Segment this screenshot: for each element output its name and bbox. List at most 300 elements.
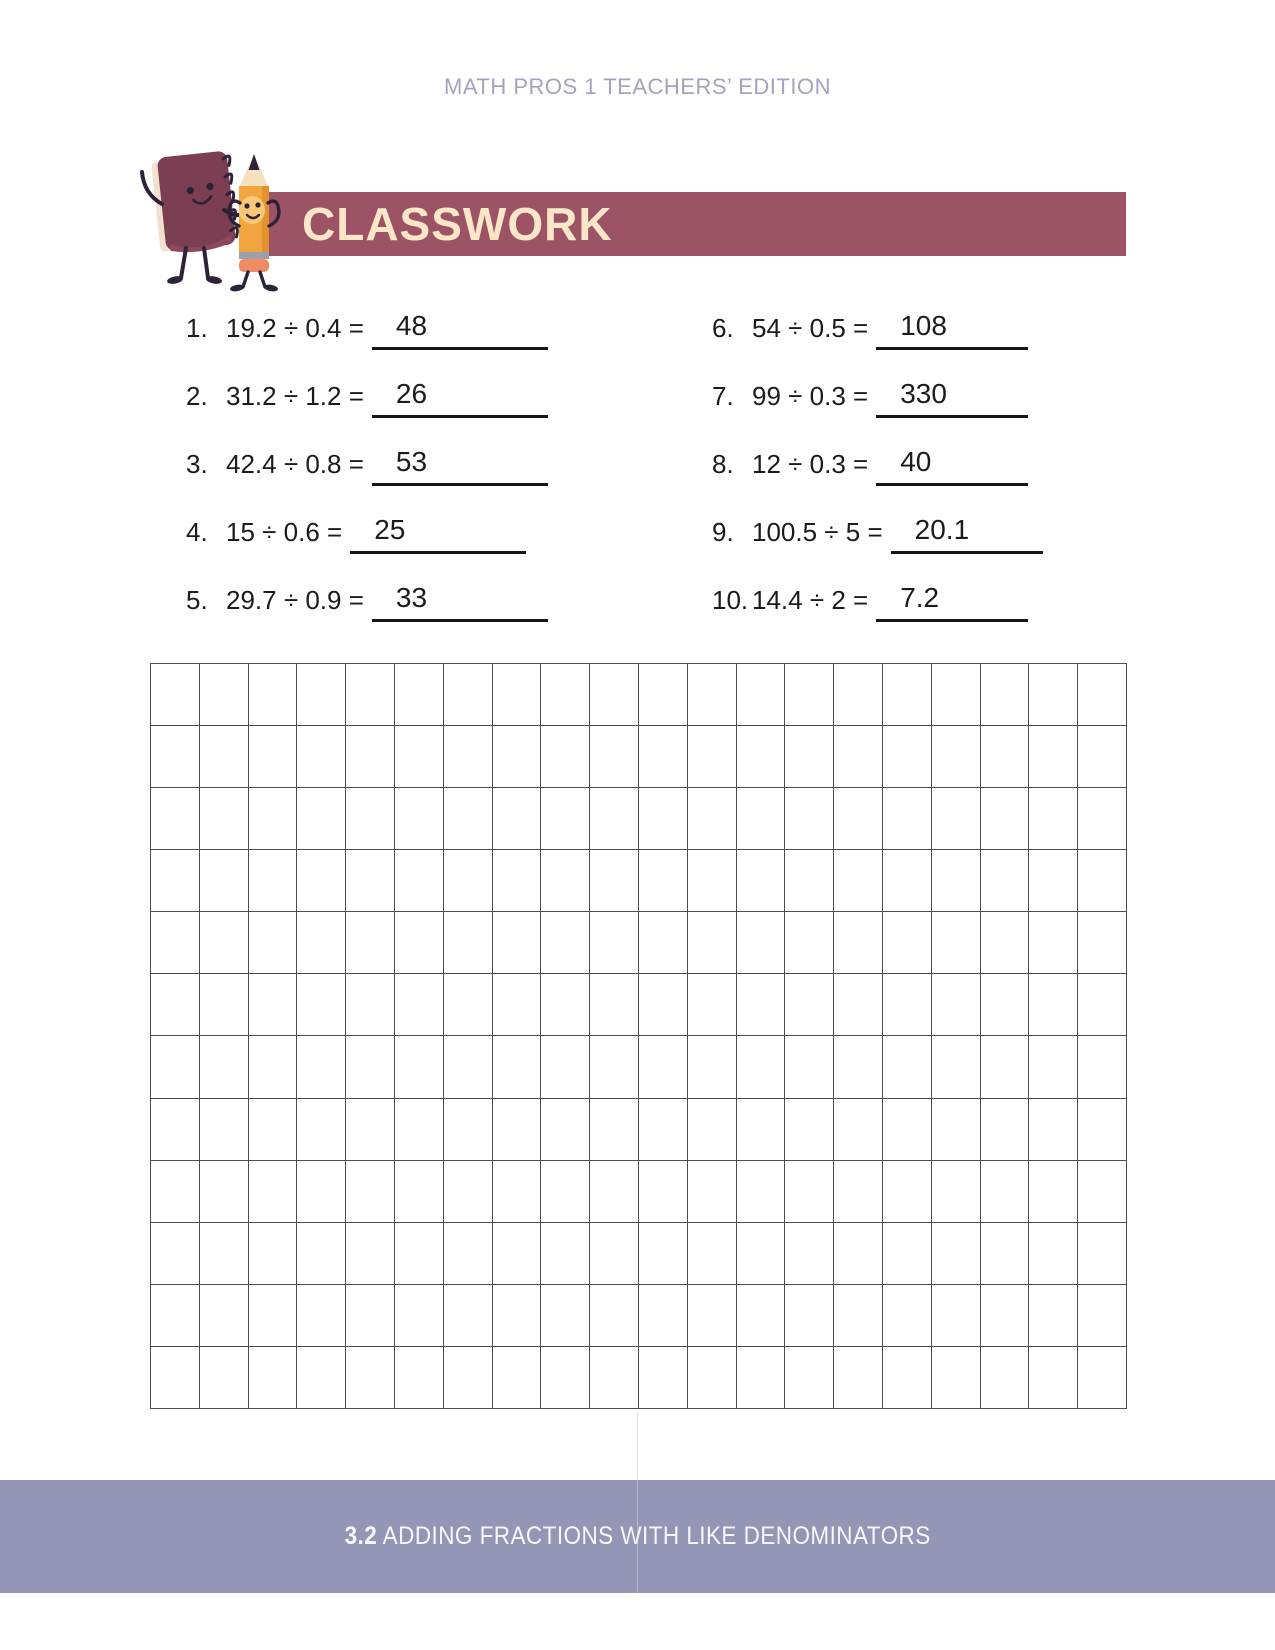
grid-cell [833,1160,882,1222]
grid-cell [784,663,833,725]
grid-cell [784,787,833,849]
grid-cell [345,1284,394,1346]
grid-cell [492,1035,541,1097]
grid-cell [443,1284,492,1346]
problem-row [186,554,656,622]
grid-cell [199,1035,248,1097]
grid-cell [736,725,785,787]
grid-cell [150,973,199,1035]
answer-value: 53 [395,446,428,477]
grid-cell [296,911,345,973]
grid-cell [1077,1098,1126,1160]
grid-cell [687,849,736,911]
grid-cell [931,1346,980,1408]
grid-cell [150,1284,199,1346]
grid-cell [540,1284,589,1346]
grid-cell [248,1346,297,1408]
grid-cell [248,973,297,1035]
grid-cell [1028,849,1077,911]
classwork-mascots-illustration [136,146,288,294]
problem-expression: 19.2 ÷ 0.4 = [226,313,364,343]
grid-cell [589,725,638,787]
grid-cell [931,1284,980,1346]
grid-cell [394,663,443,725]
grid-cell [540,1160,589,1222]
grid-cell [345,1222,394,1284]
grid-cell [150,849,199,911]
grid-cell [736,1098,785,1160]
grid-cell [1077,1035,1126,1097]
problem-row [712,282,1182,350]
grid-cell [150,911,199,973]
grid-cell [980,787,1029,849]
grid-cell [589,911,638,973]
grid-cell [150,787,199,849]
grid-cell [736,973,785,1035]
grid-cell [736,1284,785,1346]
problem-row [186,486,656,554]
grid-cell [492,973,541,1035]
page-header: MATH PROS 1 TEACHERS’ EDITION [444,74,831,99]
grid-cell [1028,1346,1077,1408]
grid-cell [980,849,1029,911]
grid-cell [589,973,638,1035]
answer-blank-line [372,443,548,486]
grid-cell [638,1346,687,1408]
problem-expression: 29.7 ÷ 0.9 = [226,585,364,615]
grid-cell [443,911,492,973]
grid-cell [784,1098,833,1160]
grid-cell [638,973,687,1035]
grid-cell [833,725,882,787]
footer-divider-tail [637,1412,638,1480]
grid-cell [394,1284,443,1346]
grid-cell [833,1098,882,1160]
grid-cell [687,787,736,849]
grid-cell [540,973,589,1035]
grid-cell [150,1098,199,1160]
grid-cell [248,725,297,787]
grid-cell [638,1035,687,1097]
grid-cell [638,725,687,787]
problem-expression: 42.4 ÷ 0.8 = [226,449,364,479]
grid-cell [882,787,931,849]
grid-cell [443,725,492,787]
grid-cell [540,1346,589,1408]
problem-number: 8. [712,449,734,479]
grid-cell [638,663,687,725]
grid-cell [980,663,1029,725]
problem-row [712,486,1182,554]
grid-cell [345,911,394,973]
grid-cell [248,787,297,849]
grid-cell [1028,911,1077,973]
grid-cell [589,1222,638,1284]
grid-cell [931,973,980,1035]
problem-row [712,418,1182,486]
grid-cell [736,1160,785,1222]
grid-cell [1077,725,1126,787]
grid-cell [1028,1098,1077,1160]
grid-cell [589,1098,638,1160]
grid-cell [1028,1160,1077,1222]
answer-value: 48 [395,310,428,341]
answer-blank-line [372,307,548,350]
grid-cell [931,1222,980,1284]
grid-cell [638,1160,687,1222]
problem-number: 6. [712,313,734,343]
problem-number: 2. [186,381,208,411]
grid-cell [833,1284,882,1346]
grid-cell [492,1346,541,1408]
problem-expression: 100.5 ÷ 5 = [752,517,883,547]
grid-cell [296,1284,345,1346]
problem-expression: 14.4 ÷ 2 = [752,585,869,615]
grid-cell [980,1160,1029,1222]
grid-cell [980,725,1029,787]
problem-expression: 99 ÷ 0.3 = [752,381,869,411]
grid-cell [931,1035,980,1097]
answer-value: 25 [374,514,406,545]
grid-cell [882,911,931,973]
grid-cell [638,1222,687,1284]
grid-cell [150,1222,199,1284]
classwork-banner [250,192,1126,256]
grid-cell [882,973,931,1035]
problem-row [712,350,1182,418]
grid-cell [784,1160,833,1222]
grid-cell [394,1035,443,1097]
grid-cell [784,725,833,787]
grid-cell [687,1284,736,1346]
answer-value: 108 [900,310,947,341]
grid-cell [492,1098,541,1160]
grid-cell [1077,1160,1126,1222]
grid-cell [833,663,882,725]
grid-cell [784,911,833,973]
grid-cell [540,1035,589,1097]
answer-blank-line [876,443,1028,486]
grid-cell [150,725,199,787]
grid-cell [1077,787,1126,849]
grid-cell [833,1222,882,1284]
book-character-icon [151,150,239,255]
grid-cell [296,725,345,787]
grid-cell [1077,849,1126,911]
grid-cell [687,911,736,973]
grid-cell [931,1160,980,1222]
grid-cell [931,849,980,911]
grid-cell [638,1098,687,1160]
grid-cell [199,787,248,849]
grid-cell [833,973,882,1035]
grid-cell [540,1098,589,1160]
grid-cell [589,849,638,911]
grid-cell [296,663,345,725]
grid-cell [443,849,492,911]
grid-cell [199,1346,248,1408]
grid-cell [394,787,443,849]
problems-column-right [712,282,1182,622]
grid-cell [540,911,589,973]
grid-cell [345,1346,394,1408]
grid-cell [882,849,931,911]
answer-blank-line [876,579,1028,622]
answer-blank-line [891,511,1043,554]
grid-cell [345,1098,394,1160]
grid-cell [736,911,785,973]
grid-cell [687,1098,736,1160]
grid-cell [638,1284,687,1346]
grid-cell [248,849,297,911]
grid-cell [394,725,443,787]
answer-blank-line [372,375,548,418]
grid-cell [980,1346,1029,1408]
grid-cell [736,1222,785,1284]
grid-cell [492,849,541,911]
grid-cell [980,911,1029,973]
problem-number: 7. [712,381,734,411]
graph-paper-grid [150,663,1127,1409]
pencil-character-icon [229,154,279,292]
grid-cell [687,1035,736,1097]
grid-cell [345,725,394,787]
footer-band [0,1480,1275,1593]
problem-expression: 54 ÷ 0.5 = [752,313,869,343]
grid-cell [833,1035,882,1097]
problems-column-left [186,282,656,622]
grid-cell [589,663,638,725]
problem-expression: 15 ÷ 0.6 = [226,517,343,547]
grid-cell [736,1346,785,1408]
grid-cell [1028,1222,1077,1284]
grid-cell [1077,1222,1126,1284]
grid-cell [589,1346,638,1408]
grid-cell [394,973,443,1035]
grid-cell [492,911,541,973]
grid-cell [687,1346,736,1408]
grid-cell [199,1160,248,1222]
grid-cell [1028,787,1077,849]
problem-expression: 31.2 ÷ 1.2 = [226,381,364,411]
grid-cell [443,787,492,849]
grid-cell [345,1160,394,1222]
grid-cell [394,1160,443,1222]
grid-cell [833,911,882,973]
answer-value: 26 [395,378,428,409]
grid-cell [492,1284,541,1346]
grid-cell [394,1222,443,1284]
grid-cell [199,1098,248,1160]
grid-cell [296,1222,345,1284]
grid-cell [394,911,443,973]
grid-cell [492,787,541,849]
grid-cell [540,849,589,911]
grid-cell [394,849,443,911]
grid-cell [980,973,1029,1035]
grid-cell [687,663,736,725]
grid-cell [296,787,345,849]
grid-cell [443,1346,492,1408]
grid-cell [931,725,980,787]
grid-cell [638,849,687,911]
grid-cell [443,663,492,725]
answer-blank-line [876,307,1028,350]
problem-row [712,554,1182,622]
grid-cell [784,1346,833,1408]
grid-cell [882,1098,931,1160]
grid-cell [199,973,248,1035]
grid-cell [443,1222,492,1284]
answer-blank-line [350,511,526,554]
grid-cell [1028,663,1077,725]
problem-number: 4. [186,517,208,547]
grid-cell [931,911,980,973]
grid-cell [345,663,394,725]
grid-cell [736,1035,785,1097]
grid-cell [589,787,638,849]
grid-cell [296,1035,345,1097]
grid-cell [248,1160,297,1222]
grid-cell [589,1160,638,1222]
grid-cell [443,1035,492,1097]
grid-cell [248,1284,297,1346]
grid-cell [736,849,785,911]
answer-value: 7.2 [900,582,940,613]
problem-expression: 12 ÷ 0.3 = [752,449,869,479]
grid-cell [150,1160,199,1222]
problem-number: 1. [186,313,208,343]
grid-cell [150,1035,199,1097]
problem-number: 9. [712,517,734,547]
grid-cell [1028,725,1077,787]
grid-cell [736,787,785,849]
grid-cell [638,911,687,973]
grid-cell [443,973,492,1035]
footer-section-title [344,1522,930,1551]
grid-cell [1077,911,1126,973]
grid-cell [296,973,345,1035]
grid-cell [589,1284,638,1346]
grid-cell [882,1160,931,1222]
grid-cell [150,663,199,725]
grid-cell [345,787,394,849]
grid-cell [1028,973,1077,1035]
footer-section-name: ADDING FRACTIONS WITH LIKE DENOMINATORS [382,1522,931,1550]
grid-cell [443,1160,492,1222]
answer-value: 330 [900,378,947,409]
grid-cell [687,1160,736,1222]
problem-number: 3. [186,449,208,479]
grid-cell [736,663,785,725]
grid-cell [931,787,980,849]
grid-cell [687,973,736,1035]
grid-cell [394,1346,443,1408]
problem-number: 10. [712,585,749,615]
grid-cell [882,1222,931,1284]
grid-cell [833,1346,882,1408]
grid-cell [492,725,541,787]
grid-cell [1077,1346,1126,1408]
answer-value: 33 [395,582,428,613]
grid-cell [540,663,589,725]
grid-cell [687,725,736,787]
problem-number: 5. [186,585,208,615]
grid-cell [492,1160,541,1222]
grid-cell [882,663,931,725]
grid-cell [248,1222,297,1284]
grid-cell [882,1284,931,1346]
grid-cell [199,911,248,973]
grid-cell [980,1098,1029,1160]
grid-cell [980,1035,1029,1097]
grid-cell [784,849,833,911]
grid-cell [540,1222,589,1284]
grid-cell [784,1284,833,1346]
grid-cell [248,1035,297,1097]
grid-cell [784,1222,833,1284]
answer-value: 40 [900,446,932,477]
grid-cell [150,1346,199,1408]
grid-cell [248,1098,297,1160]
grid-cell [931,663,980,725]
grid-cell [1077,1284,1126,1346]
grid-cell [248,663,297,725]
grid-cell [589,1035,638,1097]
grid-cell [540,787,589,849]
grid-cell [1077,663,1126,725]
grid-cell [833,849,882,911]
grid-cell [882,1035,931,1097]
grid-cell [784,973,833,1035]
footer-section-number: 3.2 [344,1522,378,1550]
grid-cell [345,849,394,911]
grid-cell [1028,1035,1077,1097]
grid-cell [882,725,931,787]
grid-cell [345,1035,394,1097]
grid-cell [784,1035,833,1097]
grid-cell [980,1284,1029,1346]
grid-cell [443,1098,492,1160]
grid-cell [345,973,394,1035]
problem-row [186,418,656,486]
grid-cell [492,663,541,725]
grid-cell [882,1346,931,1408]
grid-cell [931,1098,980,1160]
classwork-banner-title: CLASSWORK [302,198,613,250]
grid-cell [1028,1284,1077,1346]
grid-cell [833,787,882,849]
grid-cell [296,849,345,911]
grid-cell [1077,973,1126,1035]
grid-cell [296,1098,345,1160]
grid-cell [492,1222,541,1284]
answer-value: 20.1 [914,514,970,545]
grid-cell [199,849,248,911]
grid-cell [540,725,589,787]
grid-cell [687,1222,736,1284]
grid-cell [296,1160,345,1222]
answer-blank-line [372,579,548,622]
grid-cell [199,725,248,787]
grid-cell [199,663,248,725]
problem-row [186,350,656,418]
grid-cell [199,1222,248,1284]
grid-cell [248,911,297,973]
grid-cell [638,787,687,849]
grid-cell [199,1284,248,1346]
grid-cell [394,1098,443,1160]
